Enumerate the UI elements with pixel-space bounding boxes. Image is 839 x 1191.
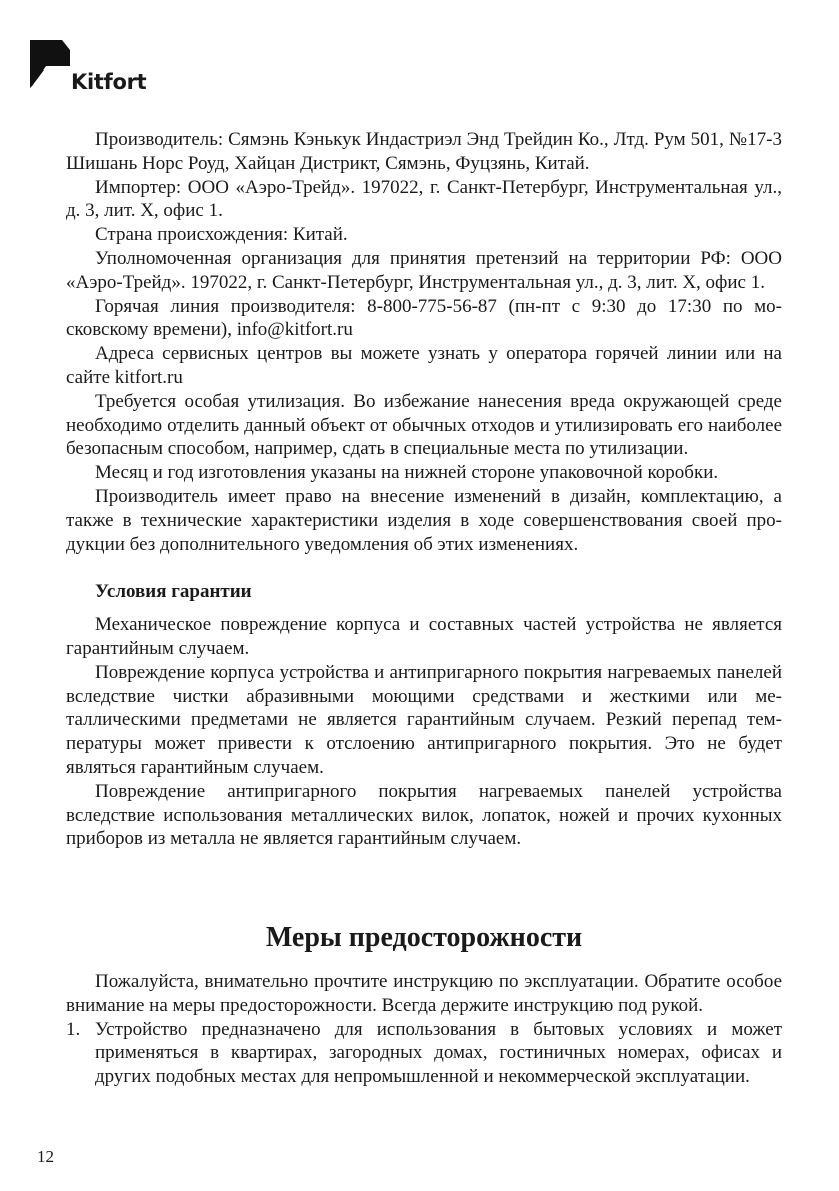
kitfort-logo [30,40,147,94]
info-paragraph: Месяц и год изготовления указаны на нижней стороне упаковочной коробки. [95,462,719,484]
list-item-text: Устройство предназначено для использования в бытовых условиях и может применяться в квартирах, загородных домах, гостиничных номерах, офисах и других подобных местах для непромышленной и некоммерческой эксплуатации. [95,1018,782,1088]
warranty-paragraph: Повреждение антипригарного покрытия нагреваемых панелей устройства вследствие использования металлических вилок, лопаток, ножей и прочих кухонных приборов из металла не является гарантийным случаем. [66,780,782,850]
kitfort-logo-icon [30,40,70,88]
list-item-number: 1. [66,1018,81,1040]
safety-intro: Пожалуйста, внимательно прочтите инструкцию по эксплуатации. Обратите особое внимание на меры предосторожности. Всегда держите инструкцию под рукой. [66,970,782,1016]
info-paragraph: Производитель имеет право на внесение изменений в дизайн, комплектацию, а также в технические характеристики изделия в ходе совершенствования своей продукции без дополнительного уведомления об этих изменениях. [66,485,782,555]
warranty-paragraph: Повреждение корпуса устройства и антипригарного покрытия нагреваемых панелей вследствие чистки абразивными моющими средствами и жесткими или металлическими предметами не является гарантийным случаем. Резкий перепад температуры может привести к отслоению антипригарного покрытия. Это не будет являться гарантийным случаем. [66,661,782,778]
warranty-paragraph: Механическое повреждение корпуса и составных частей устройства не является гарантийным случаем. [66,614,782,659]
info-paragraph: Импортер: ООО «Аэро-Трейд». 197022, г. Санкт-Петербург, Инструментальная ул., д. 3, лит. Х, офис 1. [66,176,782,222]
brand-name: Kitfort [71,70,147,94]
page-number: 12 [37,1147,54,1166]
info-paragraph: Страна происхождения: Китай. [95,224,348,246]
numbered-list-item [66,1018,782,1089]
warranty-heading: Условия гарантии [95,581,252,603]
info-paragraph: Горячая линия производителя: 8-800-775-56-87 (пн-пт с 9:30 до 17:30 по московскому времени), info@kitfort.ru [66,295,782,341]
page-content [66,128,782,1089]
info-paragraph: Требуется особая утилизация. Во избежание нанесения вреда окружающей среде необходимо отделить данный объект от обычных отходов и утилизировать его наиболее безопасным способом, например, сдать в специальные места по утилизации. [66,390,782,460]
info-paragraph: Уполномоченная организация для принятия претензий на территории РФ: ООО «Аэро-Трейд». 197022, г. Санкт-Петербург, Инструментальная ул., д. 3, лит. Х, офис 1. [66,247,782,293]
info-paragraph: Производитель: Сямэнь Кэнькук Индастриэл Энд Трейдин Ко., Лтд. Рум 501, №17-3 Шишань Норс Роуд, Хайцан Дистрикт, Сямэнь, Фуцзянь, Китай. [66,129,782,174]
section-title: Меры предосторожности [265,922,583,954]
info-paragraph: Адреса сервисных центров вы можете узнать у оператора горячей линии или на сайте kitfort.ru [66,343,782,388]
